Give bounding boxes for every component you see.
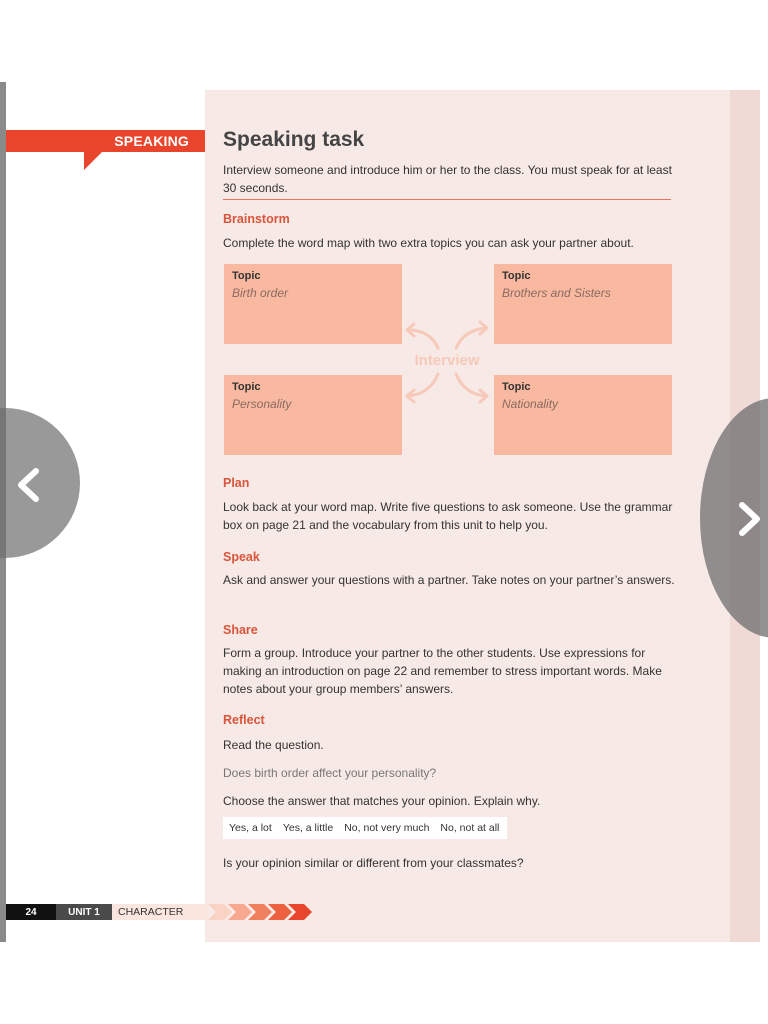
topic-label: Topic: [232, 381, 261, 393]
answer-option: Yes, a lot: [229, 822, 272, 834]
chevron-right-icon: [738, 502, 762, 536]
answer-option: Yes, a little: [282, 822, 334, 834]
reflect-closing-question: Is your opinion similar or different from your classmates?: [223, 856, 524, 870]
topic-value: Brothers and Sisters: [502, 286, 611, 300]
brainstorm-heading: Brainstorm: [223, 212, 290, 226]
page-title: Speaking task: [223, 128, 365, 151]
speak-heading: Speak: [223, 550, 260, 564]
share-text: Form a group. Introduce your partner to the other students. Use expressions for making an introduction on page 22 and remember to stress important words. Make notes about your group members’ answers.: [223, 646, 662, 696]
chapter-label: CHARACTER: [112, 904, 208, 920]
section-banner-label: SPEAKING: [114, 133, 189, 149]
page-number: 24: [6, 904, 56, 920]
answer-option: No, not at all: [440, 822, 500, 834]
plan-text: Look back at your word map. Write five questions to ask someone. Use the grammar box on page 21 and the vocabulary from this unit to help you.: [223, 500, 673, 532]
speak-text: Ask and answer your questions with a partner. Take notes on your partner’s answers.: [223, 573, 675, 587]
topic-box-personality: [224, 375, 402, 455]
reflect-choose-text: Choose the answer that matches your opinion. Explain why.: [223, 794, 541, 808]
answer-option: No, not very much: [344, 822, 430, 834]
share-heading: Share: [223, 623, 258, 637]
reflect-instruction: Read the question.: [223, 738, 324, 752]
answer-options: [223, 817, 507, 839]
topic-label: Topic: [232, 270, 261, 282]
title-divider: [223, 199, 671, 200]
reflect-question: Does birth order affect your personality?: [223, 766, 437, 780]
topic-box-siblings: [494, 264, 672, 344]
word-map-center-label: Interview: [414, 352, 480, 369]
chevron-left-icon: [16, 468, 40, 502]
reflect-heading: Reflect: [223, 713, 265, 727]
topic-value: Nationality: [502, 397, 559, 411]
topic-box-nationality: [494, 375, 672, 455]
topic-label: Topic: [502, 270, 531, 282]
topic-value: Birth order: [232, 286, 289, 300]
topic-value: Personality: [232, 397, 292, 411]
page-footer: [6, 904, 208, 920]
section-banner: [6, 130, 205, 152]
banner-tail: [84, 150, 104, 170]
plan-heading: Plan: [223, 476, 250, 490]
intro-text: Interview someone and introduce him or her to the class. You must speak for at least 30 seconds.: [223, 163, 672, 195]
footer-chevrons-icon: [208, 904, 314, 920]
unit-label: UNIT 1: [56, 904, 112, 920]
topic-box-birth-order: [224, 264, 402, 344]
brainstorm-text: Complete the word map with two extra topics you can ask your partner about.: [223, 236, 634, 250]
topic-label: Topic: [502, 381, 531, 393]
